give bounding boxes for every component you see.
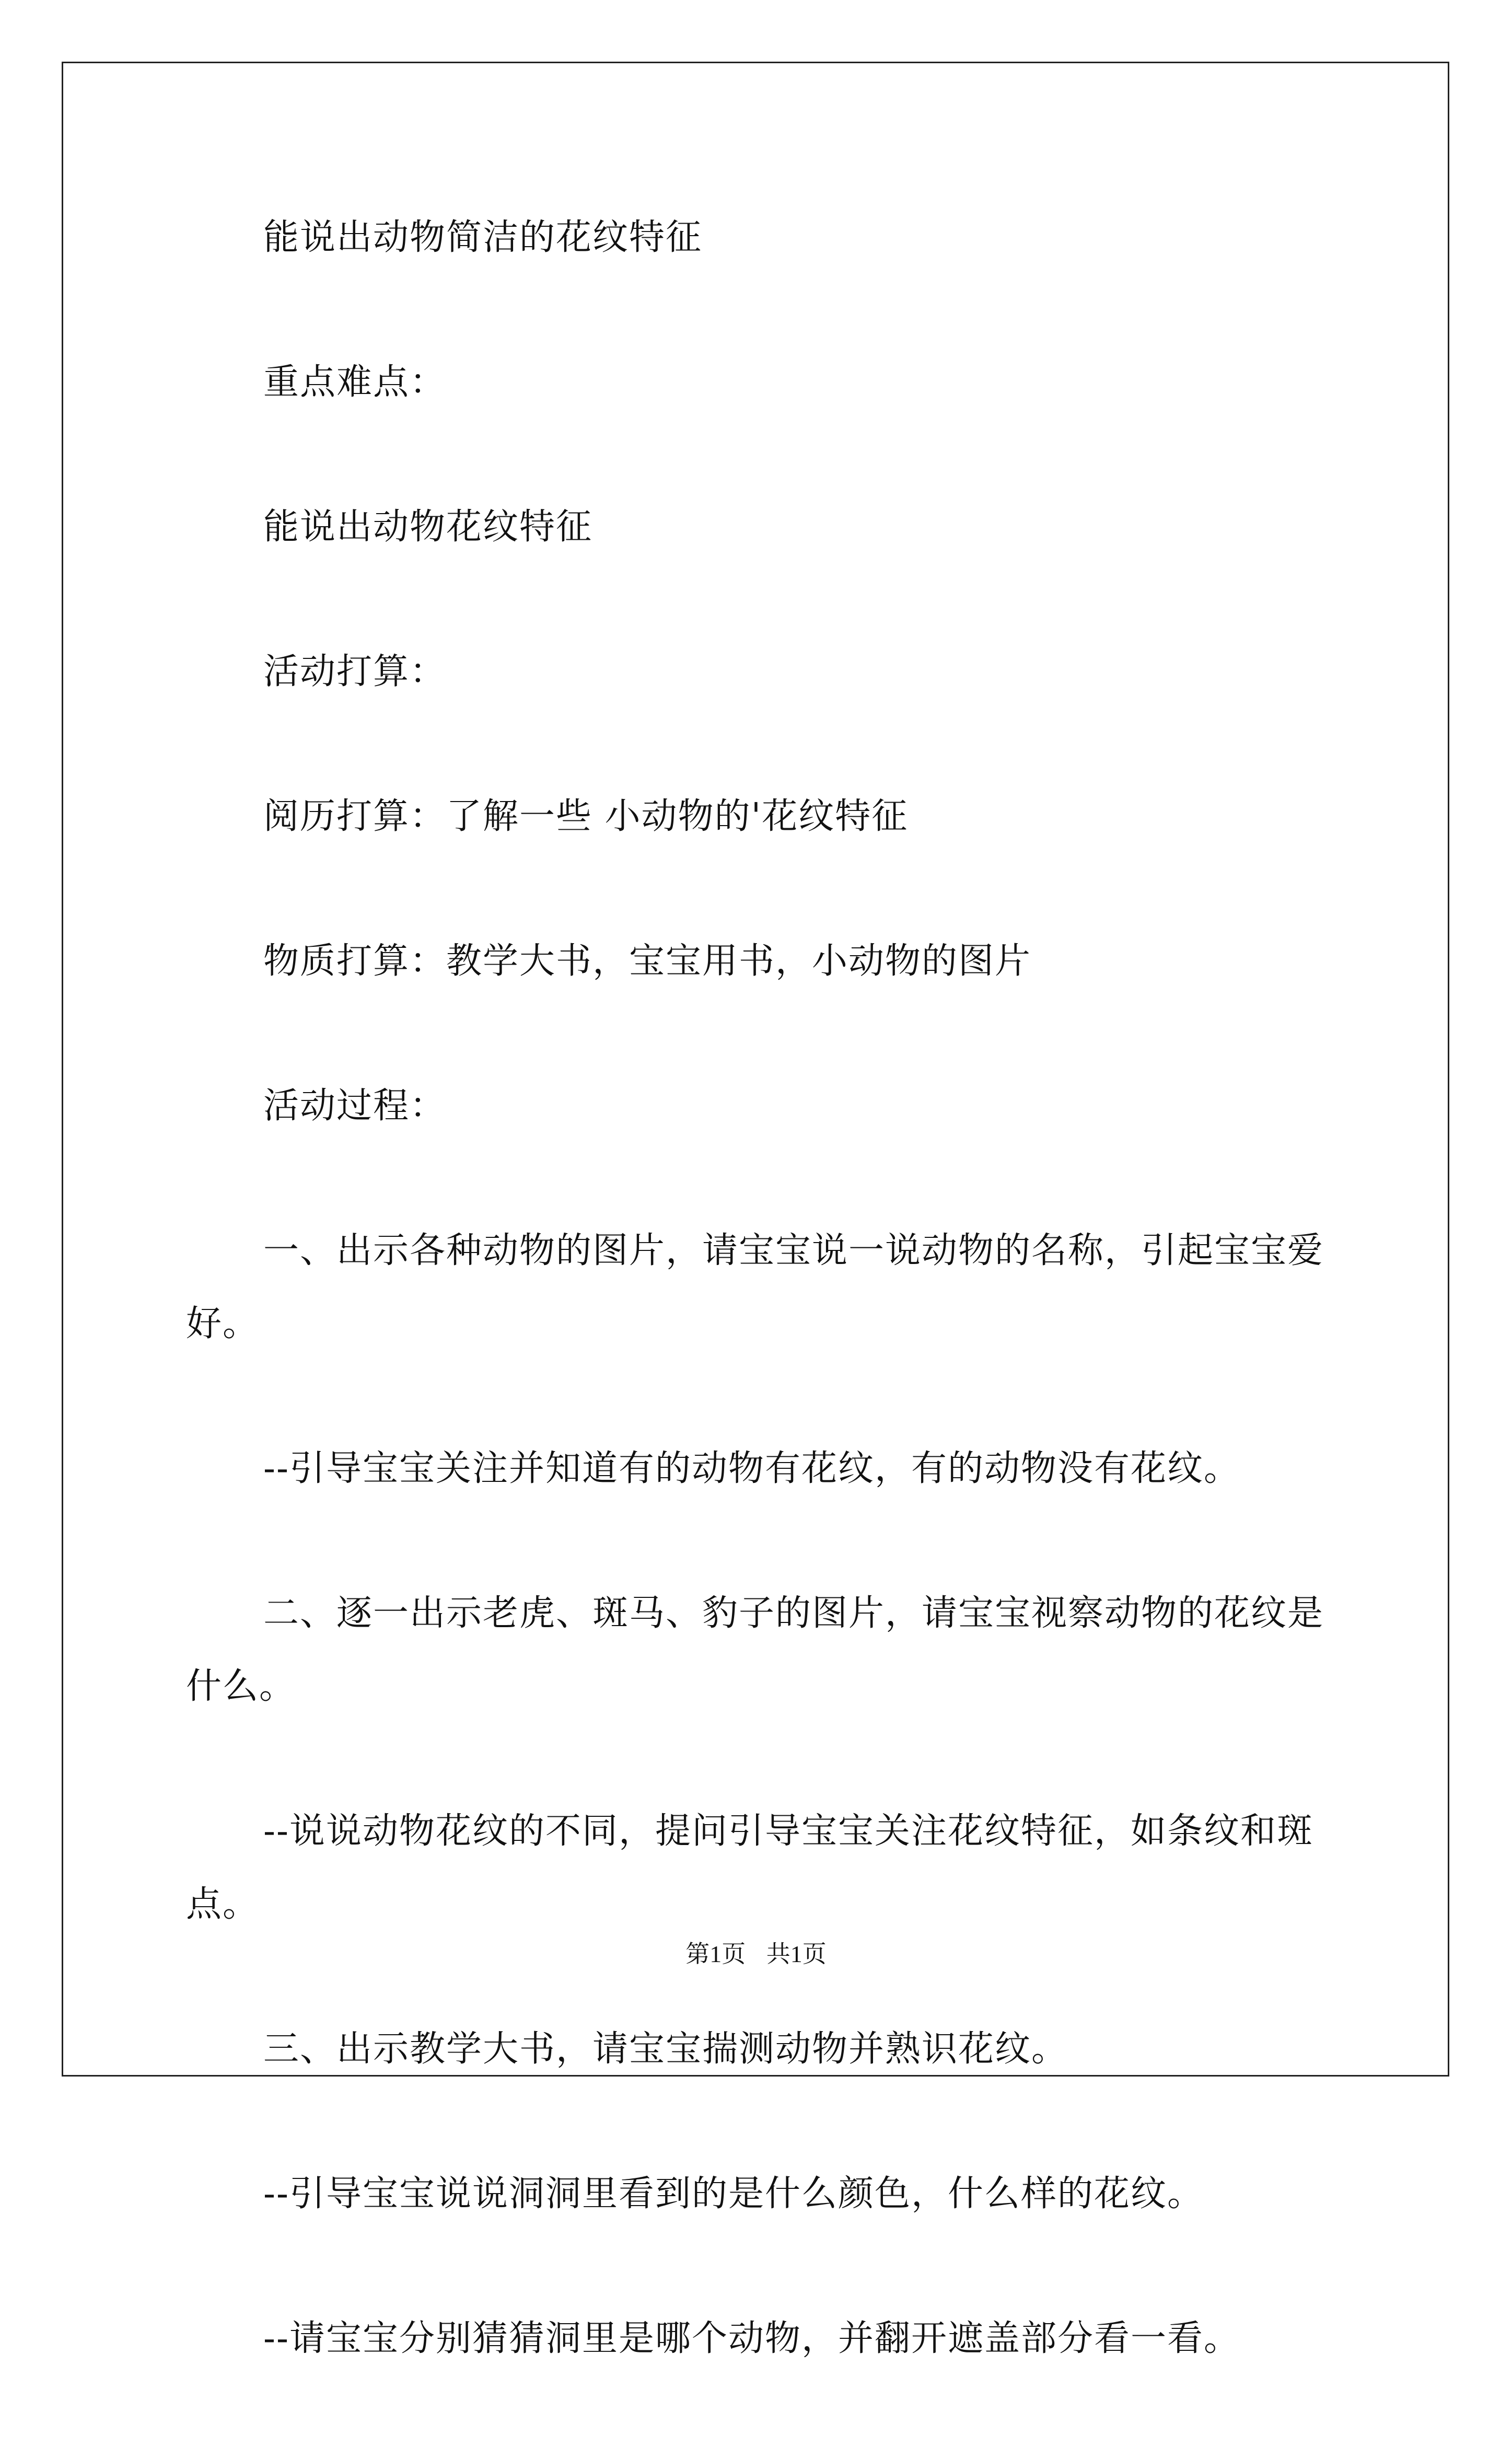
paragraph-step-2: 二、逐一出示老虎、斑马、豹子的图片，请宝宝视察动物的花纹是什么。 [186,1593,1324,1707]
document-body [186,201,1335,2447]
page-number-total: 共1页 [766,1941,827,1967]
paragraph-experience-prep: 阅历打算：了解一些 小动物的'花纹特征 [263,796,909,837]
paragraph-step-1: 一、出示各种动物的图片，请宝宝说一说动物的名称，引起宝宝爱好。 [186,1230,1324,1344]
paragraph-key-points: 能说出动物花纹特征 [263,506,593,548]
paragraph-material-prep: 物质打算：教学大书，宝宝用书，小动物的图片 [263,941,1032,982]
heading-key-points: 重点难点： [263,362,447,403]
paragraph-step-2-note: --说说动物花纹的不同，提问引导宝宝关注花纹特征，如条纹和斑点。 [186,1811,1313,1925]
page-number-current: 第1页 [685,1941,746,1967]
heading-preparation: 活动打算： [263,651,447,692]
paragraph-step-3-note-b: --请宝宝分别猜猜洞里是哪个动物，并翻开遮盖部分看一看。 [263,2318,1240,2359]
paragraph-step-1-note: --引导宝宝关注并知道有的动物有花纹，有的动物没有花纹。 [263,1448,1240,1489]
paragraph-objective: 能说出动物简洁的花纹特征 [263,217,703,258]
heading-process: 活动过程： [263,1085,447,1127]
paragraph-step-3-note-a: --引导宝宝说说洞洞里看到的是什么颜色，什么样的花纹。 [263,2173,1204,2214]
paragraph-step-3: 三、出示教学大书，请宝宝揣测动物并熟识花纹。 [263,2028,1068,2070]
page-footer [0,1939,1512,1970]
